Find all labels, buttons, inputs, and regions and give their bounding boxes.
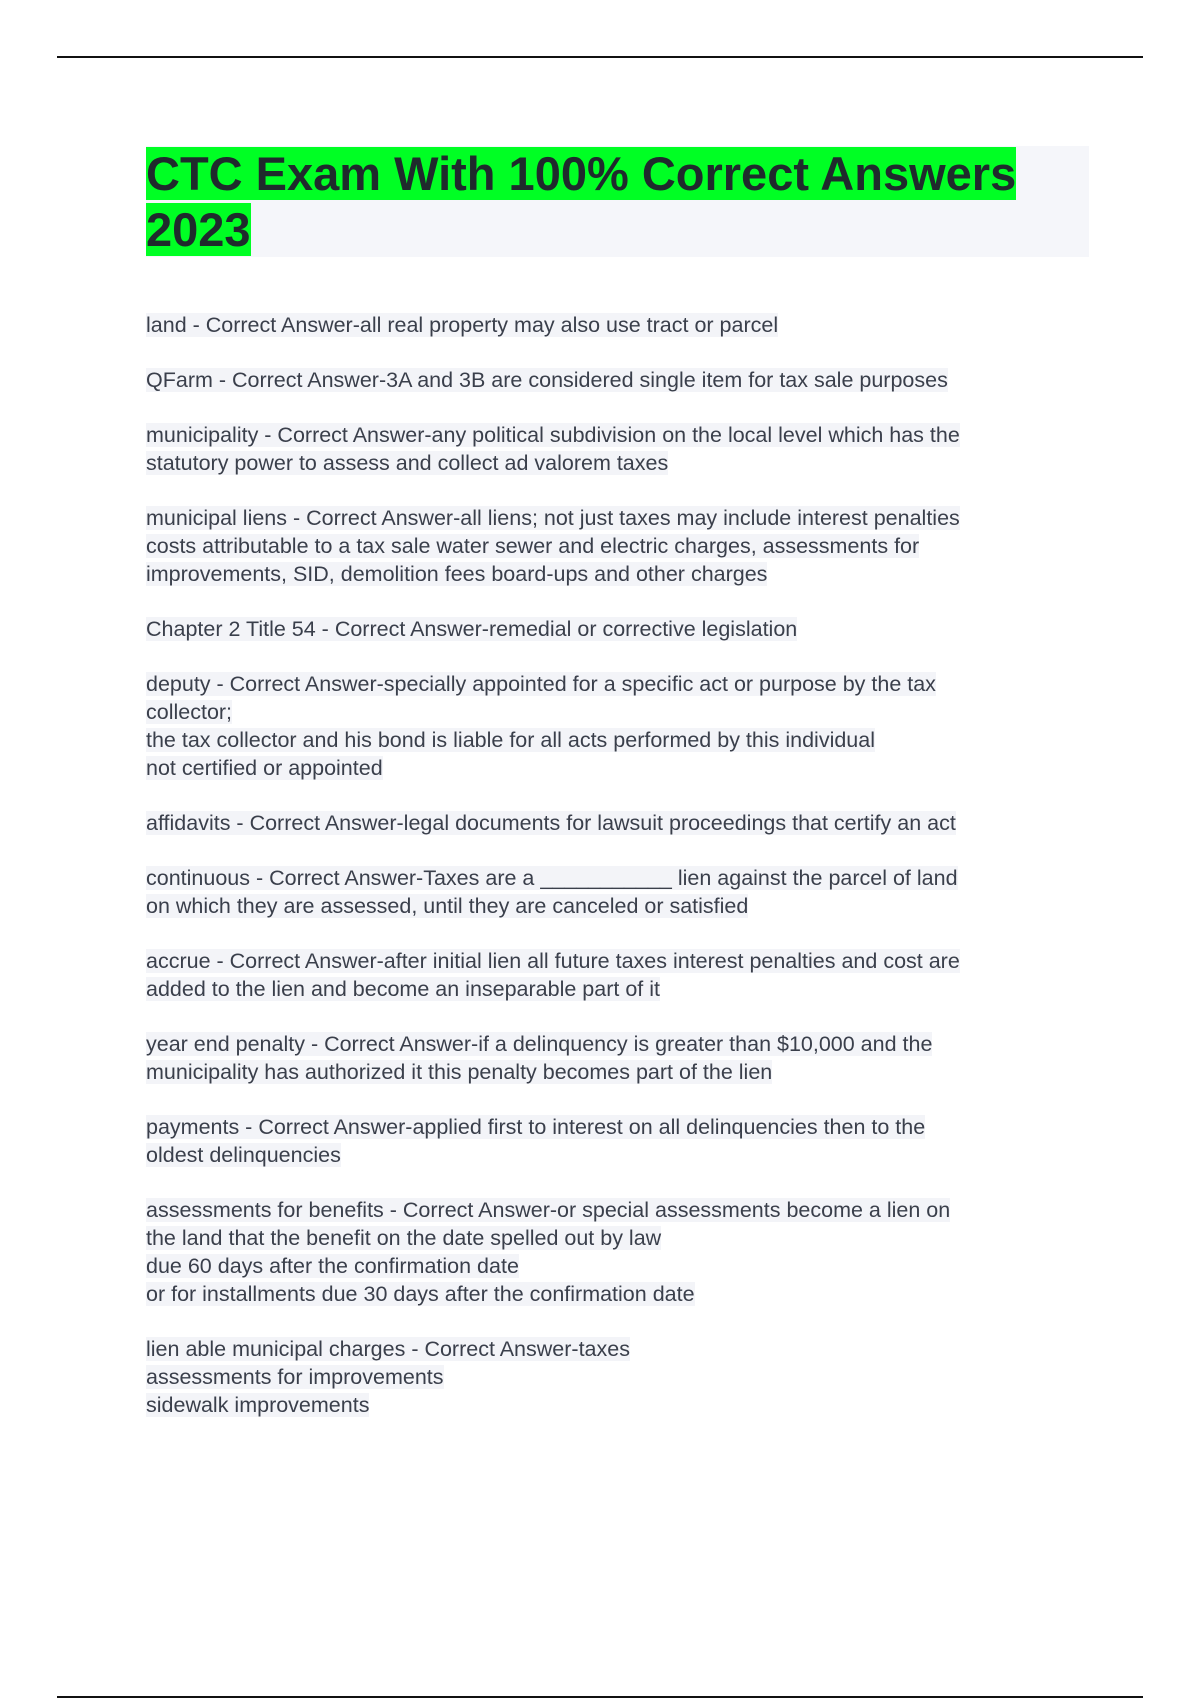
entry-line xyxy=(146,366,1086,394)
entry-line xyxy=(146,421,1086,449)
entry-line xyxy=(146,1363,1086,1391)
bottom-rule xyxy=(57,1696,1143,1698)
entry-line xyxy=(146,1196,1086,1224)
entry-line xyxy=(146,1058,1086,1086)
entry-line xyxy=(146,947,1086,975)
entry-line xyxy=(146,532,1086,560)
entry-line xyxy=(146,1030,1086,1058)
entry-line xyxy=(146,726,1086,754)
flashcard-entry xyxy=(146,1335,1086,1419)
entry-line-text: or for installments due 30 days after the confirmation date xyxy=(146,1282,695,1306)
entry-line xyxy=(146,560,1086,588)
entry-line-text: costs attributable to a tax sale water sewer and electric charges, assessments for xyxy=(146,534,920,558)
entry-line xyxy=(146,892,1086,920)
entry-line xyxy=(146,975,1086,1003)
entry-line xyxy=(146,1113,1086,1141)
flashcard-entry xyxy=(146,421,1086,477)
entry-line xyxy=(146,754,1086,782)
title-highlight: CTC Exam With 100% Correct Answers 2023 xyxy=(146,147,1017,256)
flashcard-entry xyxy=(146,615,1086,643)
entry-line-text: year end penalty - Correct Answer-if a delinquency is greater than $10,000 and the xyxy=(146,1032,933,1056)
flashcard-entry xyxy=(146,311,1086,339)
entry-line-text: statutory power to assess and collect ad valorem taxes xyxy=(146,451,669,475)
entry-line xyxy=(146,864,1086,892)
entry-line-text: municipality - Correct Answer-any political subdivision on the local level which has the xyxy=(146,423,960,447)
entry-line-text: the tax collector and his bond is liable for all acts performed by this individual xyxy=(146,728,875,752)
entry-line-text: assessments for benefits - Correct Answer-or special assessments become a lien on xyxy=(146,1198,951,1222)
top-rule xyxy=(57,56,1143,58)
entry-line xyxy=(146,809,1086,837)
entry-line-text: deputy - Correct Answer-specially appointed for a specific act or purpose by the tax xyxy=(146,672,936,696)
flashcard-entry xyxy=(146,809,1086,837)
entry-line-text: municipal liens - Correct Answer-all liens; not just taxes may include interest penalties xyxy=(146,506,960,530)
flashcard-entry xyxy=(146,670,1086,782)
entry-line xyxy=(146,449,1086,477)
entry-line xyxy=(146,1141,1086,1169)
entry-line xyxy=(146,1391,1086,1419)
entry-line-text: added to the lien and become an inseparable part of it xyxy=(146,977,660,1001)
entry-line xyxy=(146,698,1086,726)
flashcard-entry xyxy=(146,504,1086,588)
entry-line-text: sidewalk improvements xyxy=(146,1393,370,1417)
entry-line-text: collector; xyxy=(146,700,233,724)
flashcard-entry xyxy=(146,1030,1086,1086)
entry-line-text: continuous - Correct Answer-Taxes are a ___________ lien against the parcel of land xyxy=(146,866,958,890)
document-title xyxy=(146,146,1056,258)
entry-line-text: payments - Correct Answer-applied first to interest on all delinquencies then to the xyxy=(146,1115,926,1139)
flashcard-entry xyxy=(146,366,1086,394)
entry-line xyxy=(146,1280,1086,1308)
title-block xyxy=(146,146,1089,257)
flashcard-list xyxy=(146,311,1086,1446)
entry-line xyxy=(146,311,1086,339)
entry-line xyxy=(146,504,1086,532)
entry-line-text: not certified or appointed xyxy=(146,756,383,780)
flashcard-entry xyxy=(146,1196,1086,1308)
entry-line xyxy=(146,1335,1086,1363)
entry-line-text: municipality has authorized it this penalty becomes part of the lien xyxy=(146,1060,773,1084)
entry-line-text: on which they are assessed, until they are canceled or satisfied xyxy=(146,894,749,918)
entry-line xyxy=(146,1224,1086,1252)
entry-line xyxy=(146,1252,1086,1280)
entry-line-text: improvements, SID, demolition fees board-ups and other charges xyxy=(146,562,768,586)
entry-line-text: assessments for improvements xyxy=(146,1365,444,1389)
entry-line-text: affidavits - Correct Answer-legal documents for lawsuit proceedings that certify an act xyxy=(146,811,956,835)
entry-line-text: land - Correct Answer-all real property may also use tract or parcel xyxy=(146,313,779,337)
flashcard-entry xyxy=(146,864,1086,920)
entry-line xyxy=(146,670,1086,698)
entry-line-text: due 60 days after the confirmation date xyxy=(146,1254,519,1278)
entry-line-text: accrue - Correct Answer-after initial lien all future taxes interest penalties and cost are xyxy=(146,949,960,973)
flashcard-entry xyxy=(146,1113,1086,1169)
entry-line xyxy=(146,615,1086,643)
entry-line-text: lien able municipal charges - Correct Answer-taxes xyxy=(146,1337,630,1361)
entry-line-text: Chapter 2 Title 54 - Correct Answer-remedial or corrective legislation xyxy=(146,617,798,641)
entry-line-text: QFarm - Correct Answer-3A and 3B are considered single item for tax sale purposes xyxy=(146,368,948,392)
flashcard-entry xyxy=(146,947,1086,1003)
entry-line-text: the land that the benefit on the date spelled out by law xyxy=(146,1226,662,1250)
entry-line-text: oldest delinquencies xyxy=(146,1143,341,1167)
